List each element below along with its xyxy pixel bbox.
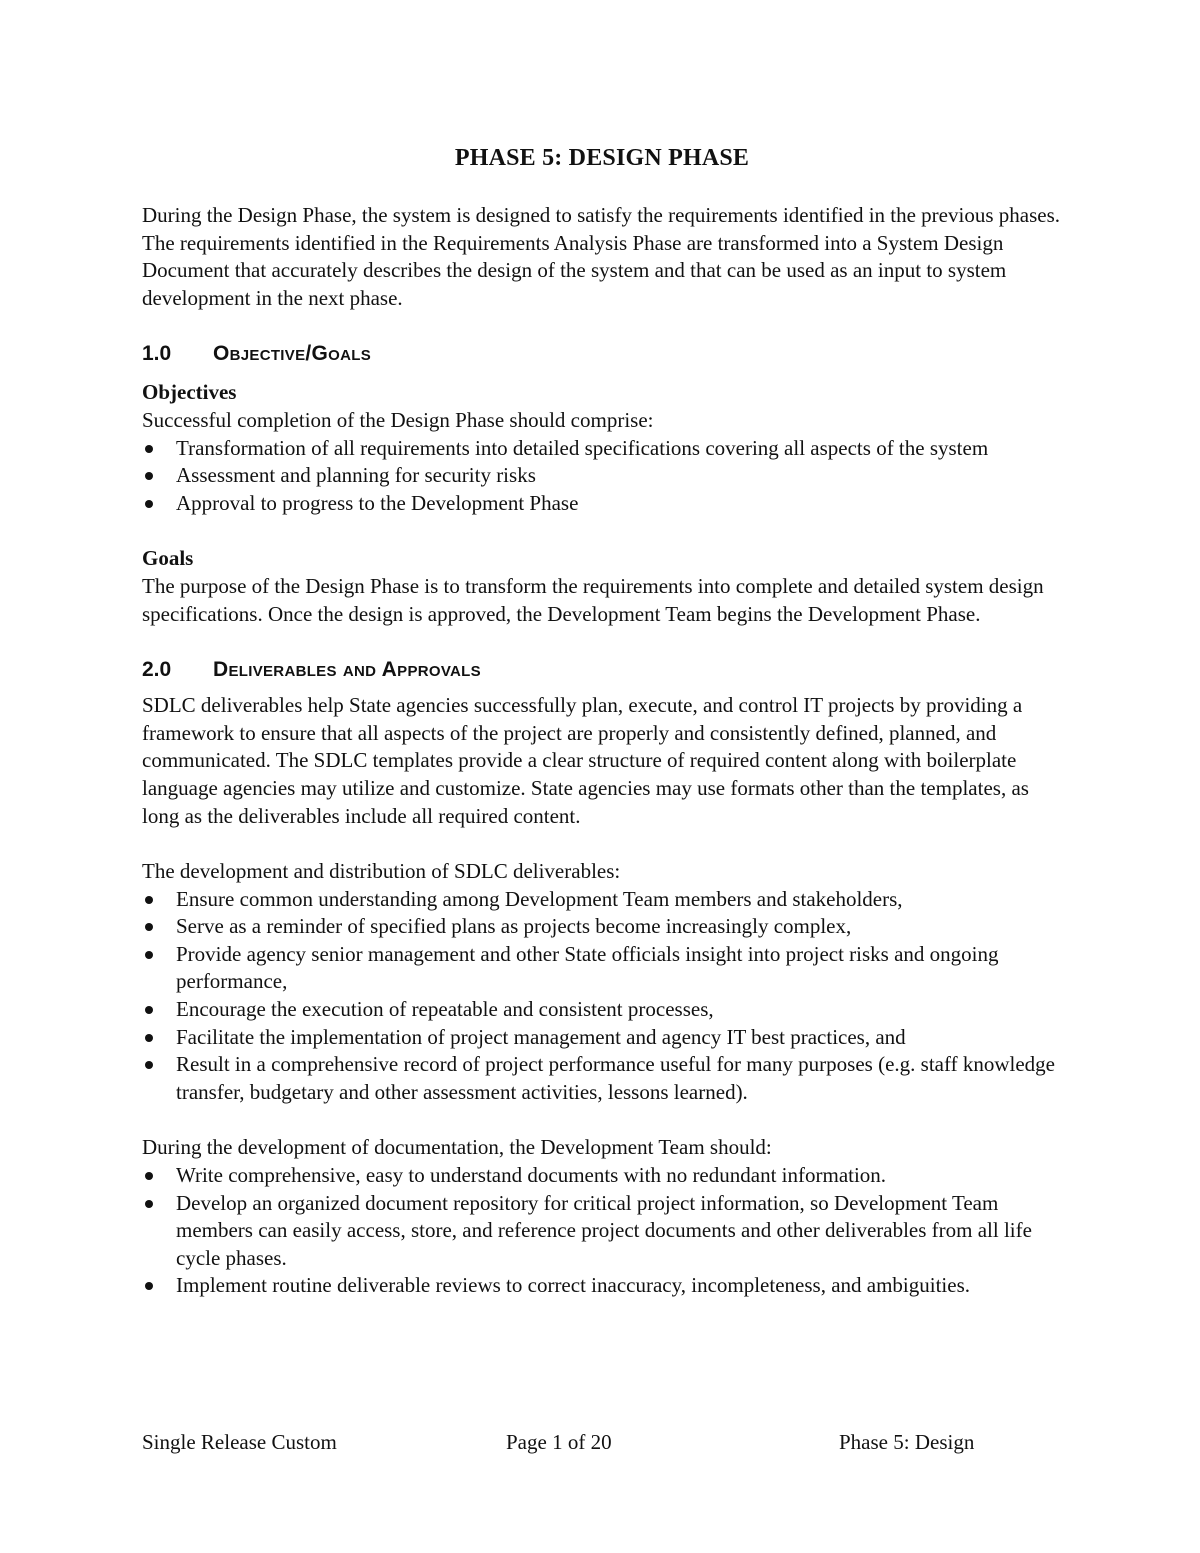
- list-item: Implement routine deliverable reviews to correct inaccuracy, incompleteness, and ambiguities.: [142, 1272, 1062, 1300]
- section-number: 2.0: [142, 658, 172, 682]
- footer-page-number: Page 1 of 20: [506, 1430, 612, 1454]
- list-item: Write comprehensive, easy to understand documents with no redundant information.: [142, 1162, 1062, 1190]
- section-title: Deliverables and Approvals: [213, 658, 481, 682]
- goals-subheading: Goals: [142, 546, 194, 571]
- footer-document-type: Single Release Custom: [142, 1430, 337, 1454]
- section-number: 1.0: [142, 342, 172, 366]
- goals-paragraph: The purpose of the Design Phase is to transform the requirements into complete and detailed system design specifications. Once the design is approved, the Development Team begins the Development Phase.: [142, 573, 1044, 626]
- objectives-subheading: Objectives: [142, 380, 237, 405]
- documentation-list: [142, 1162, 1062, 1300]
- list-item: Facilitate the implementation of project management and agency IT best practices, and: [142, 1024, 1062, 1052]
- list-item: Provide agency senior management and other State officials insight into project risks and ongoing performance,: [142, 941, 1062, 996]
- page-title: PHASE 5: DESIGN PHASE: [454, 145, 750, 171]
- objectives-list: [142, 435, 1062, 518]
- section-heading-deliverables: [142, 656, 1062, 684]
- list-item: Approval to progress to the Development Phase: [142, 490, 1062, 518]
- intro-paragraph: During the Design Phase, the system is designed to satisfy the requirements identified in the previous phases. The requirements identified in the Requirements Analysis Phase are transformed into a System Design Document that accurately describes the design of the system and that can be used as an input to system development in the next phase.: [142, 203, 1060, 310]
- page-footer: [142, 1429, 1062, 1457]
- section-heading-objective-goals: [142, 340, 1062, 368]
- objectives-lead: Successful completion of the Design Phase should comprise:: [142, 407, 654, 432]
- list-item: Serve as a reminder of specified plans as projects become increasingly complex,: [142, 913, 1062, 941]
- page-content: [142, 143, 1062, 1300]
- list-item: Result in a comprehensive record of project performance useful for many purposes (e.g. staff knowledge transfer, budgetary and other assessment activities, lessons learned).: [142, 1051, 1062, 1106]
- list-item: Ensure common understanding among Development Team members and stakeholders,: [142, 886, 1062, 914]
- list-item: Transformation of all requirements into detailed specifications covering all aspects of the system: [142, 435, 1062, 463]
- list-item: Assessment and planning for security risks: [142, 462, 1062, 490]
- footer-phase-name: Phase 5: Design: [839, 1430, 975, 1454]
- list-item: Encourage the execution of repeatable and consistent processes,: [142, 996, 1062, 1024]
- deliverables-paragraph: SDLC deliverables help State agencies successfully plan, execute, and control IT projects by providing a framework to ensure that all aspects of the project are properly and consistently defined, planned, and communicated. The SDLC templates provide a clear structure of required content along with boilerplate language agencies may utilize and customize. State agencies may use formats other than the templates, as long as the deliverables include all required content.: [142, 693, 1029, 828]
- distribution-list: [142, 886, 1062, 1107]
- documentation-lead: During the development of documentation, the Development Team should:: [142, 1135, 772, 1160]
- section-title: Objective/Goals: [213, 342, 372, 366]
- distribution-lead: The development and distribution of SDLC deliverables:: [142, 859, 621, 884]
- list-item: Develop an organized document repository for critical project information, so Development Team members can easily access, store, and reference project documents and other deliverables from all life cycle phases.: [142, 1190, 1062, 1273]
